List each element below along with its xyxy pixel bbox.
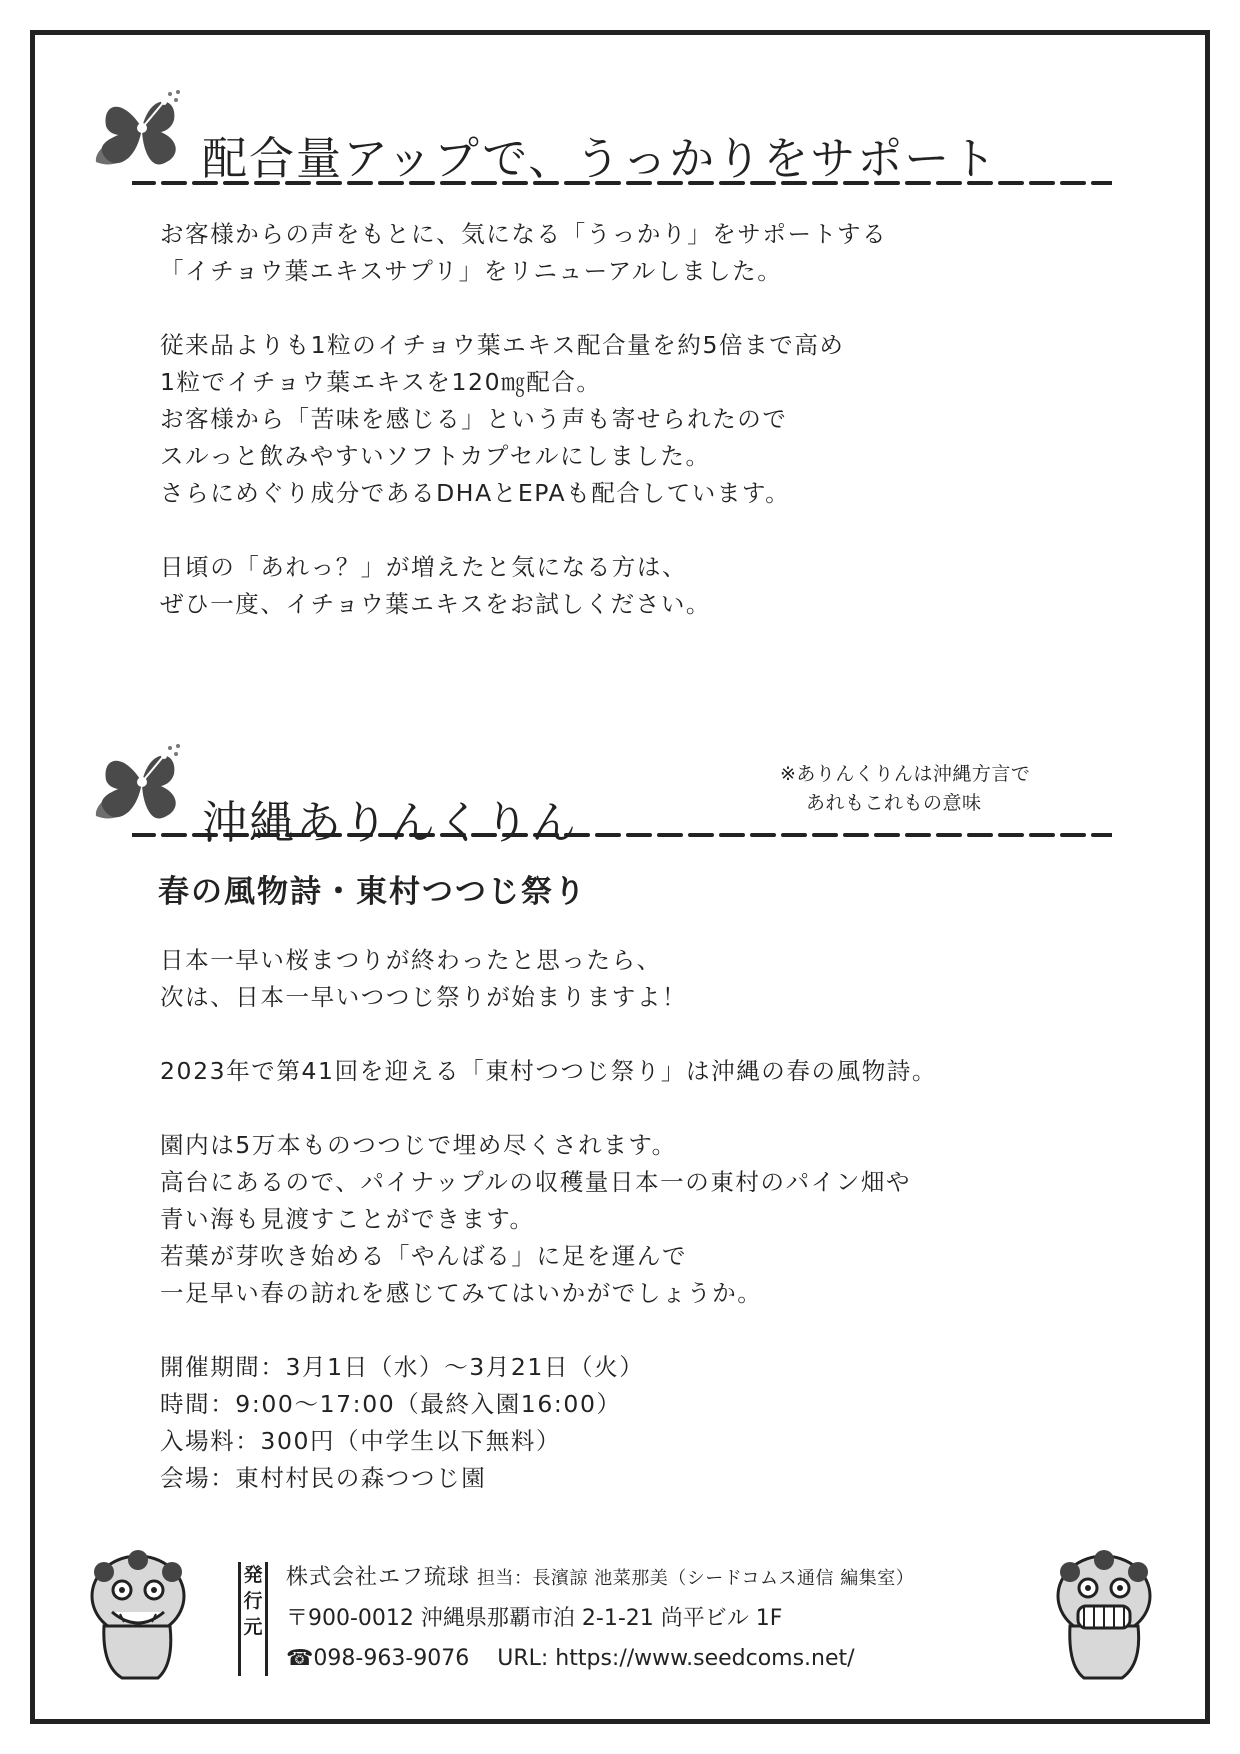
website-url[interactable]: URL: https://www.seedcoms.net/	[497, 1646, 855, 1671]
text-line: 若葉が芽吹き始める「やんばる」に足を運んで	[160, 1242, 688, 1270]
text-line: 「イチョウ葉エキスサプリ」をリニューアルしました。	[160, 257, 783, 285]
label-char: 発	[243, 1564, 263, 1586]
text-line: 従来品よりも1粒のイチョウ葉エキス配合量を約5倍まで高め	[160, 331, 845, 359]
section2-title: 沖縄ありんくりん	[202, 796, 579, 850]
event-detail-line: 時間：9:00～17:00（最終入園16:00）	[160, 1390, 622, 1418]
text-line: 日頃の「あれっ？」が増えたと気になる方は、	[160, 553, 688, 581]
event-detail-line: 入場料：300円（中学生以下無料）	[160, 1427, 562, 1455]
section2-body	[160, 942, 937, 1497]
text-line: 日本一早い桜まつりが終わったと思ったら、	[160, 946, 662, 974]
text-line: 園内は5万本ものつつじで埋め尽くされます。	[160, 1131, 677, 1159]
staff-info: 担当：長濱諒 池菜那美（シードコムス通信 編集室）	[477, 1568, 915, 1589]
publisher-footer	[60, 1546, 1180, 1696]
section2-divider	[132, 832, 1112, 838]
hibiscus-icon	[92, 86, 192, 176]
label-char: 元	[243, 1616, 263, 1638]
section1-header	[92, 86, 1112, 186]
event-detail-line: 会場：東村村民の森つつじ園	[160, 1464, 487, 1492]
section2-subtitle: 春の風物詩・東村つつじ祭り	[158, 874, 587, 910]
note-line: あれもこれもの意味	[806, 792, 982, 814]
section1-divider	[132, 180, 1112, 186]
postal-address: 〒900-0012 沖縄県那覇市泊 2-1-21 尚平ビル 1F	[286, 1606, 783, 1631]
dialect-note	[780, 760, 1030, 818]
section1-title: 配合量アップで、うっかりをサポート	[202, 132, 999, 186]
shisa-right-icon	[1050, 1546, 1160, 1686]
label-char: 行	[243, 1590, 263, 1612]
text-line: 次は、日本一早いつつじ祭りが始まりますよ！	[160, 983, 688, 1011]
text-line: お客様から「苦味を感じる」という声も寄せられたので	[160, 405, 788, 433]
text-line: 2023年で第41回を迎える「東村つつじ祭り」は沖縄の春の風物詩。	[160, 1057, 938, 1085]
publisher-details	[286, 1558, 914, 1679]
section1-body	[160, 216, 887, 623]
note-line: ※ありんくりんは沖縄方言で	[780, 763, 1031, 785]
text-line: 1粒でイチョウ葉エキスを120㎎配合。	[160, 368, 602, 396]
text-line: ぜひ一度、イチョウ葉エキスをお試しください。	[160, 590, 712, 618]
text-line: スルっと飲みやすいソフトカプセルにしました。	[160, 442, 711, 470]
shisa-left-icon	[82, 1546, 192, 1686]
company-name: 株式会社エフ琉球	[286, 1565, 471, 1590]
text-line: 高台にあるので、パイナップルの収穫量日本一の東村のパイン畑や	[160, 1168, 912, 1196]
text-line: 一足早い春の訪れを感じてみてはいかがでしょうか。	[160, 1279, 763, 1307]
publisher-label	[238, 1562, 268, 1676]
hibiscus-icon	[92, 740, 192, 830]
event-detail-line: 開催期間：3月1日（水）～3月21日（火）	[160, 1353, 645, 1381]
phone-number: ☎098-963-9076	[286, 1646, 470, 1671]
text-line: お客様からの声をもとに、気になる「うっかり」をサポートする	[160, 220, 888, 248]
text-line: さらにめぐり成分であるDHAとEPAも配合しています。	[160, 479, 791, 507]
text-line: 青い海も見渡すことができます。	[160, 1205, 535, 1233]
